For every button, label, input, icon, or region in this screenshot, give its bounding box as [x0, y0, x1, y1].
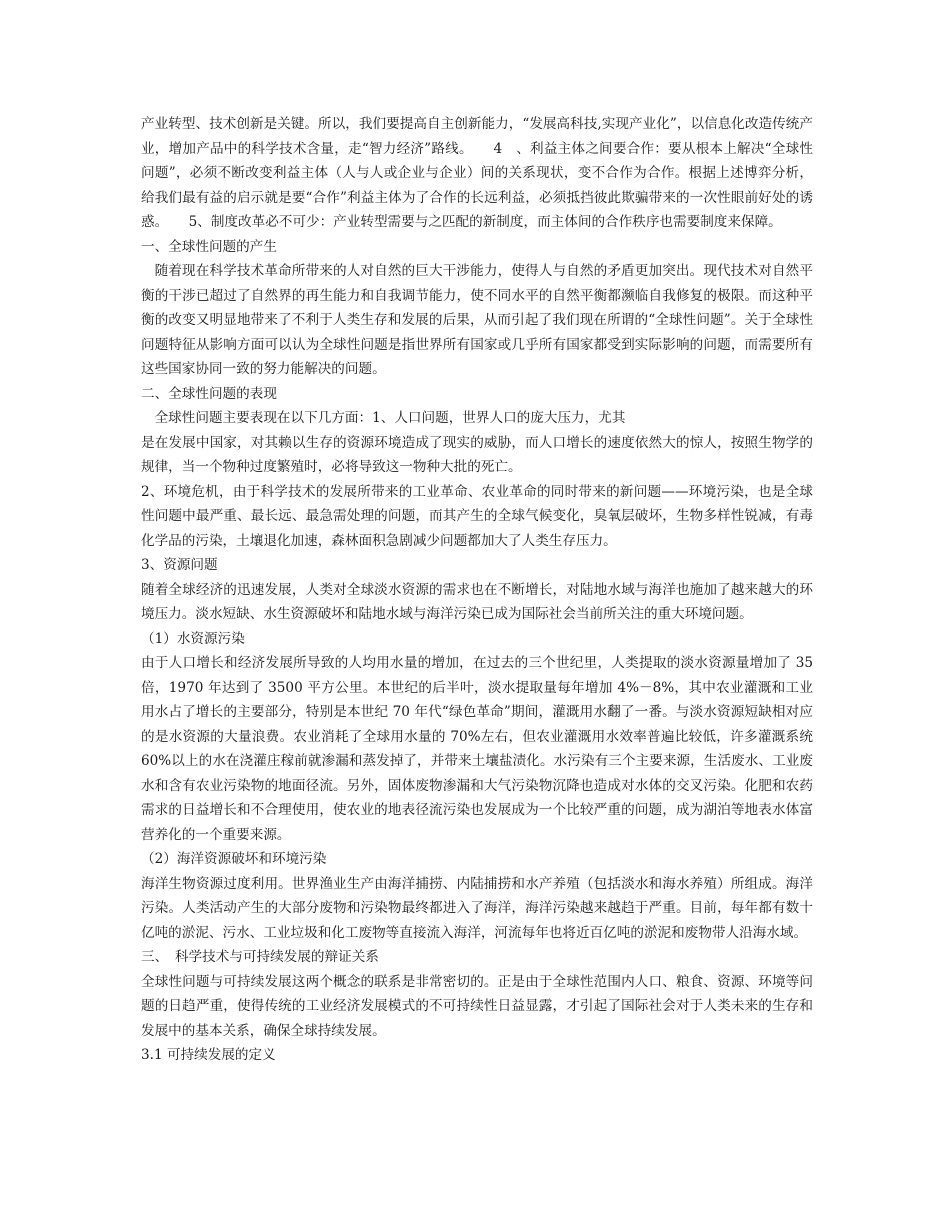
- heading-resources: 3、资源问题: [141, 557, 218, 573]
- heading-water-pollution: （1）水资源污染: [141, 630, 245, 647]
- paragraph-intro: 产业转型、技术创新是关键。所以，我们要提高自主创新能力，“发展高科技,实现产业化”，以信息化改造传统产业，增加产品中的科学技术含量，走“智力经济”路线。 4 、利益主体之间要合作：要从根本上解决“全球性问题”，必须不断改变利益主体（人与人或企业与企业）间的关系现状，变不合作为合作。根据上述博弈分析，给我们最有益的启示就是要“合作”利益主体为了合作的长远利益，必须抵挡彼此欺骗带来的一次性眼前好处的诱惑。 5、制度改革必不可少：产业转型需要与之匹配的新制度，而主体间的合作秩序也需要制度来保障。: [141, 116, 813, 230]
- paragraph-ocean: 海洋生物资源过度利用。世界渔业生产由海洋捕捞、内陆捕捞和水产养殖（包括淡水和海水养殖）所组成。海洋污染。人类活动产生的大部分废物和污染物最终都进入了海洋，海洋污染越来越趋于严重。目前，每年都有数十亿吨的淤泥、污水、工业垃圾和化工废物等直接流入海洋，河流每年也将近百亿吨的淤泥和废物带人沿海水域。: [141, 875, 813, 941]
- paragraph-dialectic: 全球性问题与可持续发展这两个概念的联系是非常密切的。正是由于全球性范围内人口、粮食、资源、环境等问题的日趋严重，使得传统的工业经济发展模式的不可持续性日益显露，才引起了国际社会对于人类未来的生存和发展中的基本关系，确保全球持续发展。: [141, 973, 813, 1039]
- heading-manifestation: 二、全球性问题的表现: [141, 385, 277, 402]
- document-page: [141, 112, 813, 1068]
- paragraph-manifestation-lead: 全球性问题主要表现在以下几方面：1、人口问题，世界人口的庞大压力，尤其: [154, 410, 626, 426]
- paragraph-water-pollution: 由于人口增长和经济发展所导致的人均用水量的增加，在过去的三个世纪里，人类提取的淡水资源量增加了 35倍，1970 年达到了 3500 平方公里。本世纪的后半叶，淡水提取量每年增加 4%－8%，其中农业灌溉和工业用水占了增长的主要部分，特别是本世纪 70 年代“绿色革命”期间，灌溉用水翻了一番。与淡水资源短缺相对应的是水资源的大量浪费。农业消耗了全球用水量的 70%左右，但农业灌溉用水效率普遍比较低，许多灌溉系统60%以上的水在浇灌庄稼前就渗漏和蒸发掉了，并带来土壤盐渍化。水污染有三个主要来源，生活废水、工业废水和含有农业污染物的地面径流。另外，固体废物渗漏和大气污染物沉降也造成对水体的交叉污染。化肥和农药需求的日益增长和不合理使用，使农业的地表径流污染也发展成为一个比较严重的问题，成为湖泊等地表水体富营养化的一个重要来源。: [141, 655, 813, 843]
- heading-origin: 一、全球性问题的产生: [141, 238, 277, 255]
- paragraph-resources: 随着全球经济的迅速发展，人类对全球淡水资源的需求也在不断增长，对陆地水域与海洋也施加了越来越大的环境压力。淡水短缺、水生资源破坏和陆地水域与海洋污染已成为国际社会当前所关注的重大环境问题。: [141, 581, 813, 622]
- heading-definition: 3.1 可持续发展的定义: [141, 1047, 276, 1063]
- paragraph-origin: 随着现在科学技术革命所带来的人对自然的巨大干涉能力，使得人与自然的矛盾更加突出。现代技术对自然平衡的干涉已超过了自然界的再生能力和自我调节能力，使不同水平的自然平衡都濒临自我修复的极限。而这种平衡的改变又明显地带来了不利于人类生存和发展的后果，从而引起了我们现在所谓的“全球性问题”。关于全球性问题特征从影响方面可以认为全球性问题是指世界所有国家或几乎所有国家都受到实际影响的问题，而需要所有这些国家协同一致的努力能解决的问题。: [141, 263, 813, 377]
- paragraph-population: 是在发展中国家，对其赖以生存的资源环境造成了现实的威胁，而人口增长的速度依然大的惊人，按照生物学的规律，当一个物种过度繁殖时，必将导致这一物种大批的死亡。: [141, 434, 813, 475]
- heading-dialectic: 三、 科学技术与可持续发展的辩证关系: [141, 949, 379, 965]
- heading-ocean: （2）海洋资源破坏和环境污染: [141, 851, 327, 867]
- paragraph-environment: 2、环境危机，由于科学技术的发展所带来的工业革命、农业革命的同时带来的新问题——环境污染，也是全球性问题中最严重、最长远、最急需处理的问题，而其产生的全球气候变化，臭氧层破坏，生物多样性锐减，有毒化学品的污染，土壤退化加速，森林面积急剧减少问题都加大了人类生存压力。: [141, 483, 813, 549]
